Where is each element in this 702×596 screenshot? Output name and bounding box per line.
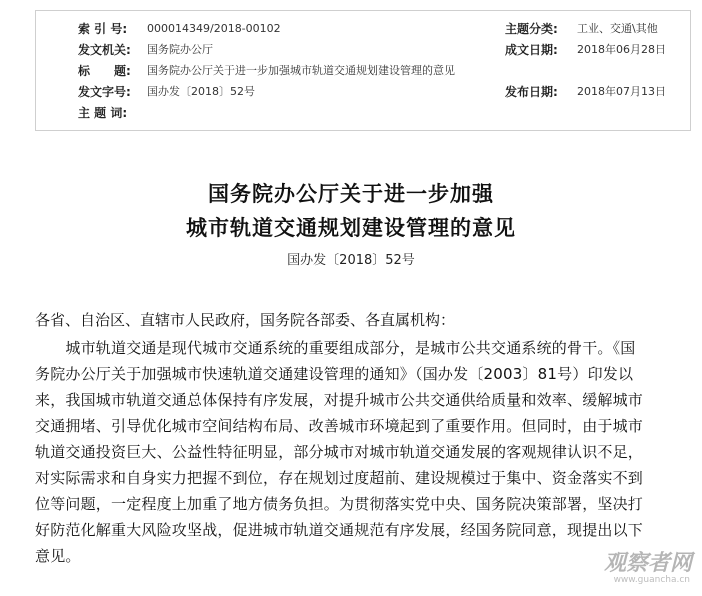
document-title-line-1: 国务院办公厅关于进一步加强 (208, 181, 494, 206)
index-number-value: 000014349/2018-00102 (147, 22, 281, 35)
category-value: 工业、交通\其他 (577, 22, 658, 35)
keywords-label: 主 题 词: (78, 106, 128, 120)
index-number-label: 索 引 号: (78, 22, 128, 36)
body-text-line: 意见。 (35, 547, 81, 565)
title-label: 标 题: (78, 64, 131, 78)
written-date-value: 2018年06月28日 (577, 43, 666, 56)
issuer-value: 国务院办公厅 (147, 43, 213, 56)
body-text-line: 交通拥堵、引导优化城市空间结构布局、改善城市环境起到了重要作用。但同时，由于城市 (35, 417, 644, 435)
title-value: 国务院办公厅关于进一步加强城市轨道交通规划建设管理的意见 (147, 64, 455, 77)
watermark-url: www.guancha.cn (613, 575, 690, 585)
publish-date-value: 2018年07月13日 (577, 85, 666, 98)
document-number: 国办发〔2018〕52号 (287, 253, 415, 268)
issuer-label: 发文机关: (78, 43, 131, 57)
body-text-line: 来，我国城市轨道交通总体保持有序发展，对提升城市公共交通供给质量和效率、缓解城市 (35, 391, 644, 409)
doc-number-label: 发文字号: (78, 85, 131, 99)
body-text-line: 好防范化解重大风险攻坚战，促进城市轨道交通规范有序发展，经国务院同意，现提出以下 (35, 521, 644, 539)
body-text-line: 位等问题，一定程度上加重了地方债务负担。为贯彻落实党中央、国务院决策部署，坚决打 (35, 495, 644, 513)
body-text-line: 轨道交通投资巨大、公益性特征明显，部分城市对城市轨道交通发展的客观规律认识不足， (35, 443, 644, 461)
category-label: 主题分类: (505, 22, 558, 36)
body-text-line: 务院办公厅关于加强城市快速轨道交通建设管理的通知》（国办发〔2003〕81号）印发以 (35, 365, 634, 383)
body-text-line: 城市轨道交通是现代城市交通系统的重要组成部分，是城市公共交通系统的骨干。《国 (35, 339, 636, 357)
written-date-label: 成文日期: (505, 43, 558, 57)
watermark-text: 观察者网 (603, 551, 692, 576)
document-title-line-2: 城市轨道交通规划建设管理的意见 (186, 215, 516, 240)
addressee-line: 各省、自治区、直辖市人民政府，国务院各部委、各直属机构： (35, 311, 456, 329)
publish-date-label: 发布日期: (505, 85, 558, 99)
watermark (600, 552, 696, 588)
document-metadata-panel (35, 10, 691, 131)
body-text-line: 对实际需求和自身实力把握不到位，存在规划过度超前、建设规模过于集中、资金落实不到 (35, 469, 644, 487)
doc-number-value: 国办发〔2018〕52号 (147, 85, 255, 98)
